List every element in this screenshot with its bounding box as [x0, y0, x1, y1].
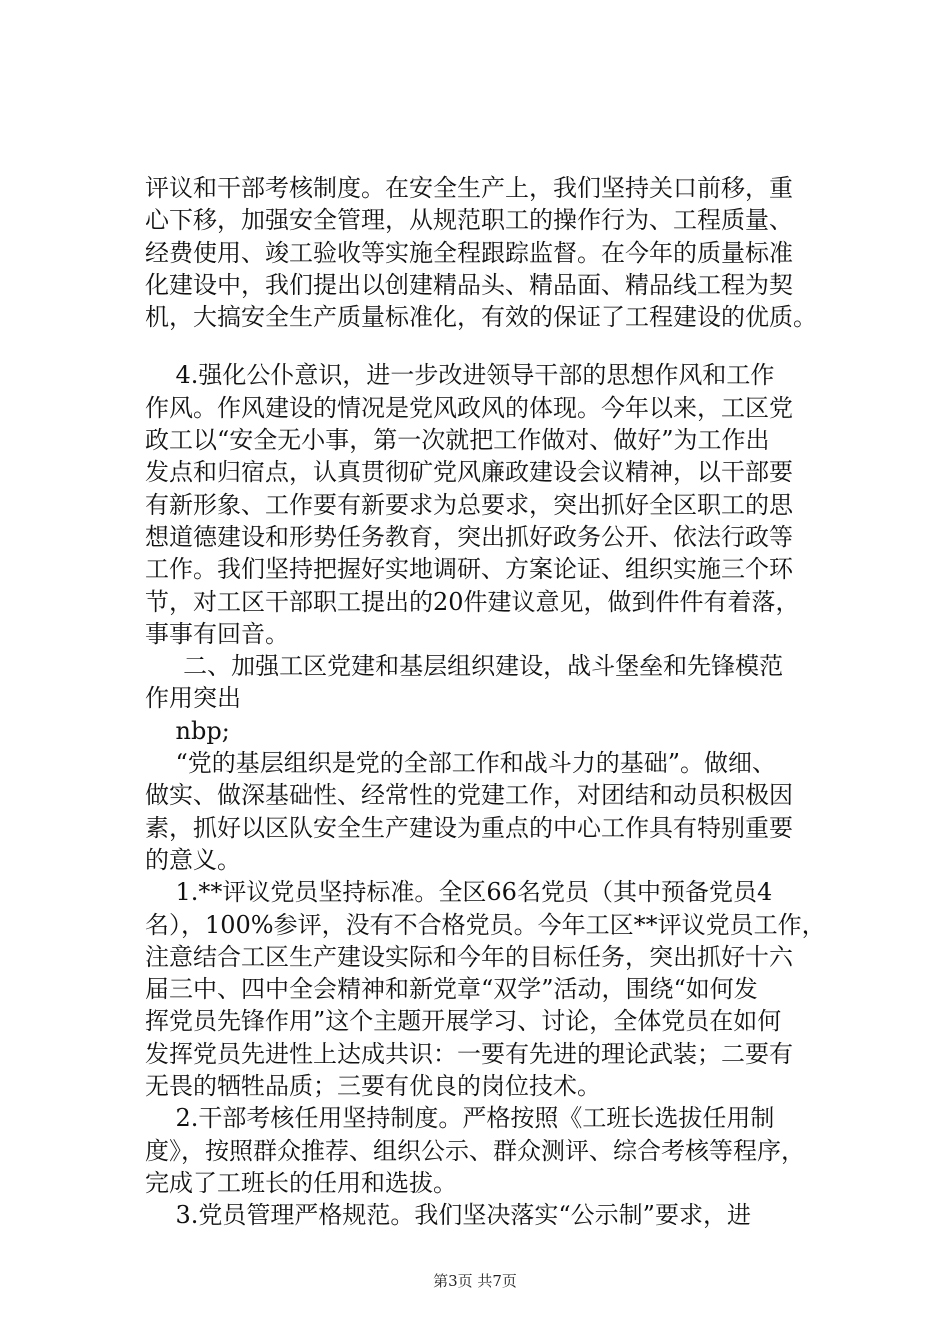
text-line: 1.**评议党员坚持标准。全区66名党员（其中预备党员4	[145, 878, 773, 907]
text-line: “党的基层组织是党的全部工作和战斗力的基础”。做细、	[145, 749, 777, 778]
text-line: 挥党员先锋作用”这个主题开展学习、讨论，全体党员在如何	[145, 1007, 782, 1036]
text-line: 注意结合工区生产建设实际和今年的目标任务，突出抓好十六	[145, 942, 793, 971]
text-line: nbp;	[145, 716, 230, 745]
page-number: 第3页 共7页	[433, 1272, 517, 1290]
text-line: 心下移，加强安全管理，从规范职工的操作行为、工程质量、	[145, 206, 793, 235]
paragraph-1	[145, 172, 845, 333]
text-line: 工作。我们坚持把握好实地调研、方案论证、组织实施三个环	[145, 555, 793, 584]
text-line: 化建设中，我们提出以创建精品头、精品面、精品线工程为契	[145, 270, 793, 299]
text-line: 完成了工班长的任用和选拔。	[145, 1168, 457, 1197]
text-line: 4.强化公仆意识，进一步改进领导干部的思想作风和工作	[145, 361, 775, 390]
text-line: 届三中、四中全会精神和新党章“双学”活动，围绕“如何发	[145, 975, 758, 1004]
text-line: 政工以“安全无小事，第一次就把工作做对、做好”为工作出	[145, 426, 770, 455]
section-heading: 作用突出	[145, 684, 241, 713]
text-line: 作风。作风建设的情况是党风政风的体现。今年以来，工区党	[145, 393, 793, 422]
section-heading: 二、加强工区党建和基层组织建设，战斗堡垒和先锋模范	[145, 652, 784, 681]
text-line: 3.党员管理严格规范。我们坚决落实“公示制”要求，进	[145, 1201, 751, 1230]
text-line: 评议和干部考核制度。在安全生产上，我们坚持关口前移，重	[145, 174, 793, 202]
text-line: 名），100%参评，没有不合格党员。今年工区**评议党员工作，	[145, 910, 826, 939]
paragraph-2	[145, 359, 845, 1231]
text-line: 做实、做深基础性、经常性的党建工作，对团结和动员积极因	[145, 781, 793, 810]
text-line: 经费使用、竣工验收等实施全程跟踪监督。在今年的质量标准	[145, 238, 793, 267]
paragraph-gap	[145, 333, 845, 359]
text-line: 有新形象、工作要有新要求为总要求，突出抓好全区职工的思	[145, 490, 793, 519]
text-line: 节，对工区干部职工提出的20件建议意见，做到件件有着落，	[145, 587, 800, 616]
text-line: 想道德建设和形势任务教育，突出抓好政务公开、依法行政等	[145, 522, 793, 551]
text-line: 发点和归宿点，认真贯彻矿党风廉政建设会议精神，以干部要	[145, 458, 793, 487]
text-line: 机，大搞安全生产质量标准化，有效的保证了工程建设的优质。	[145, 303, 817, 332]
text-line: 的意义。	[145, 845, 241, 874]
text-line: 2.干部考核任用坚持制度。严格按照《工班长选拔任用制	[145, 1104, 775, 1133]
document-body	[145, 172, 845, 1232]
text-line: 事事有回音。	[145, 619, 289, 648]
text-line: 发挥党员先进性上达成共识：一要有先进的理论武装；二要有	[145, 1039, 793, 1068]
text-line: 素，抓好以区队安全生产建设为重点的中心工作具有特别重要	[145, 813, 793, 842]
text-line: 度》，按照群众推荐、组织公示、群众测评、综合考核等程序，	[145, 1136, 805, 1165]
text-line: 无畏的牺牲品质；三要有优良的岗位技术。	[145, 1072, 601, 1101]
